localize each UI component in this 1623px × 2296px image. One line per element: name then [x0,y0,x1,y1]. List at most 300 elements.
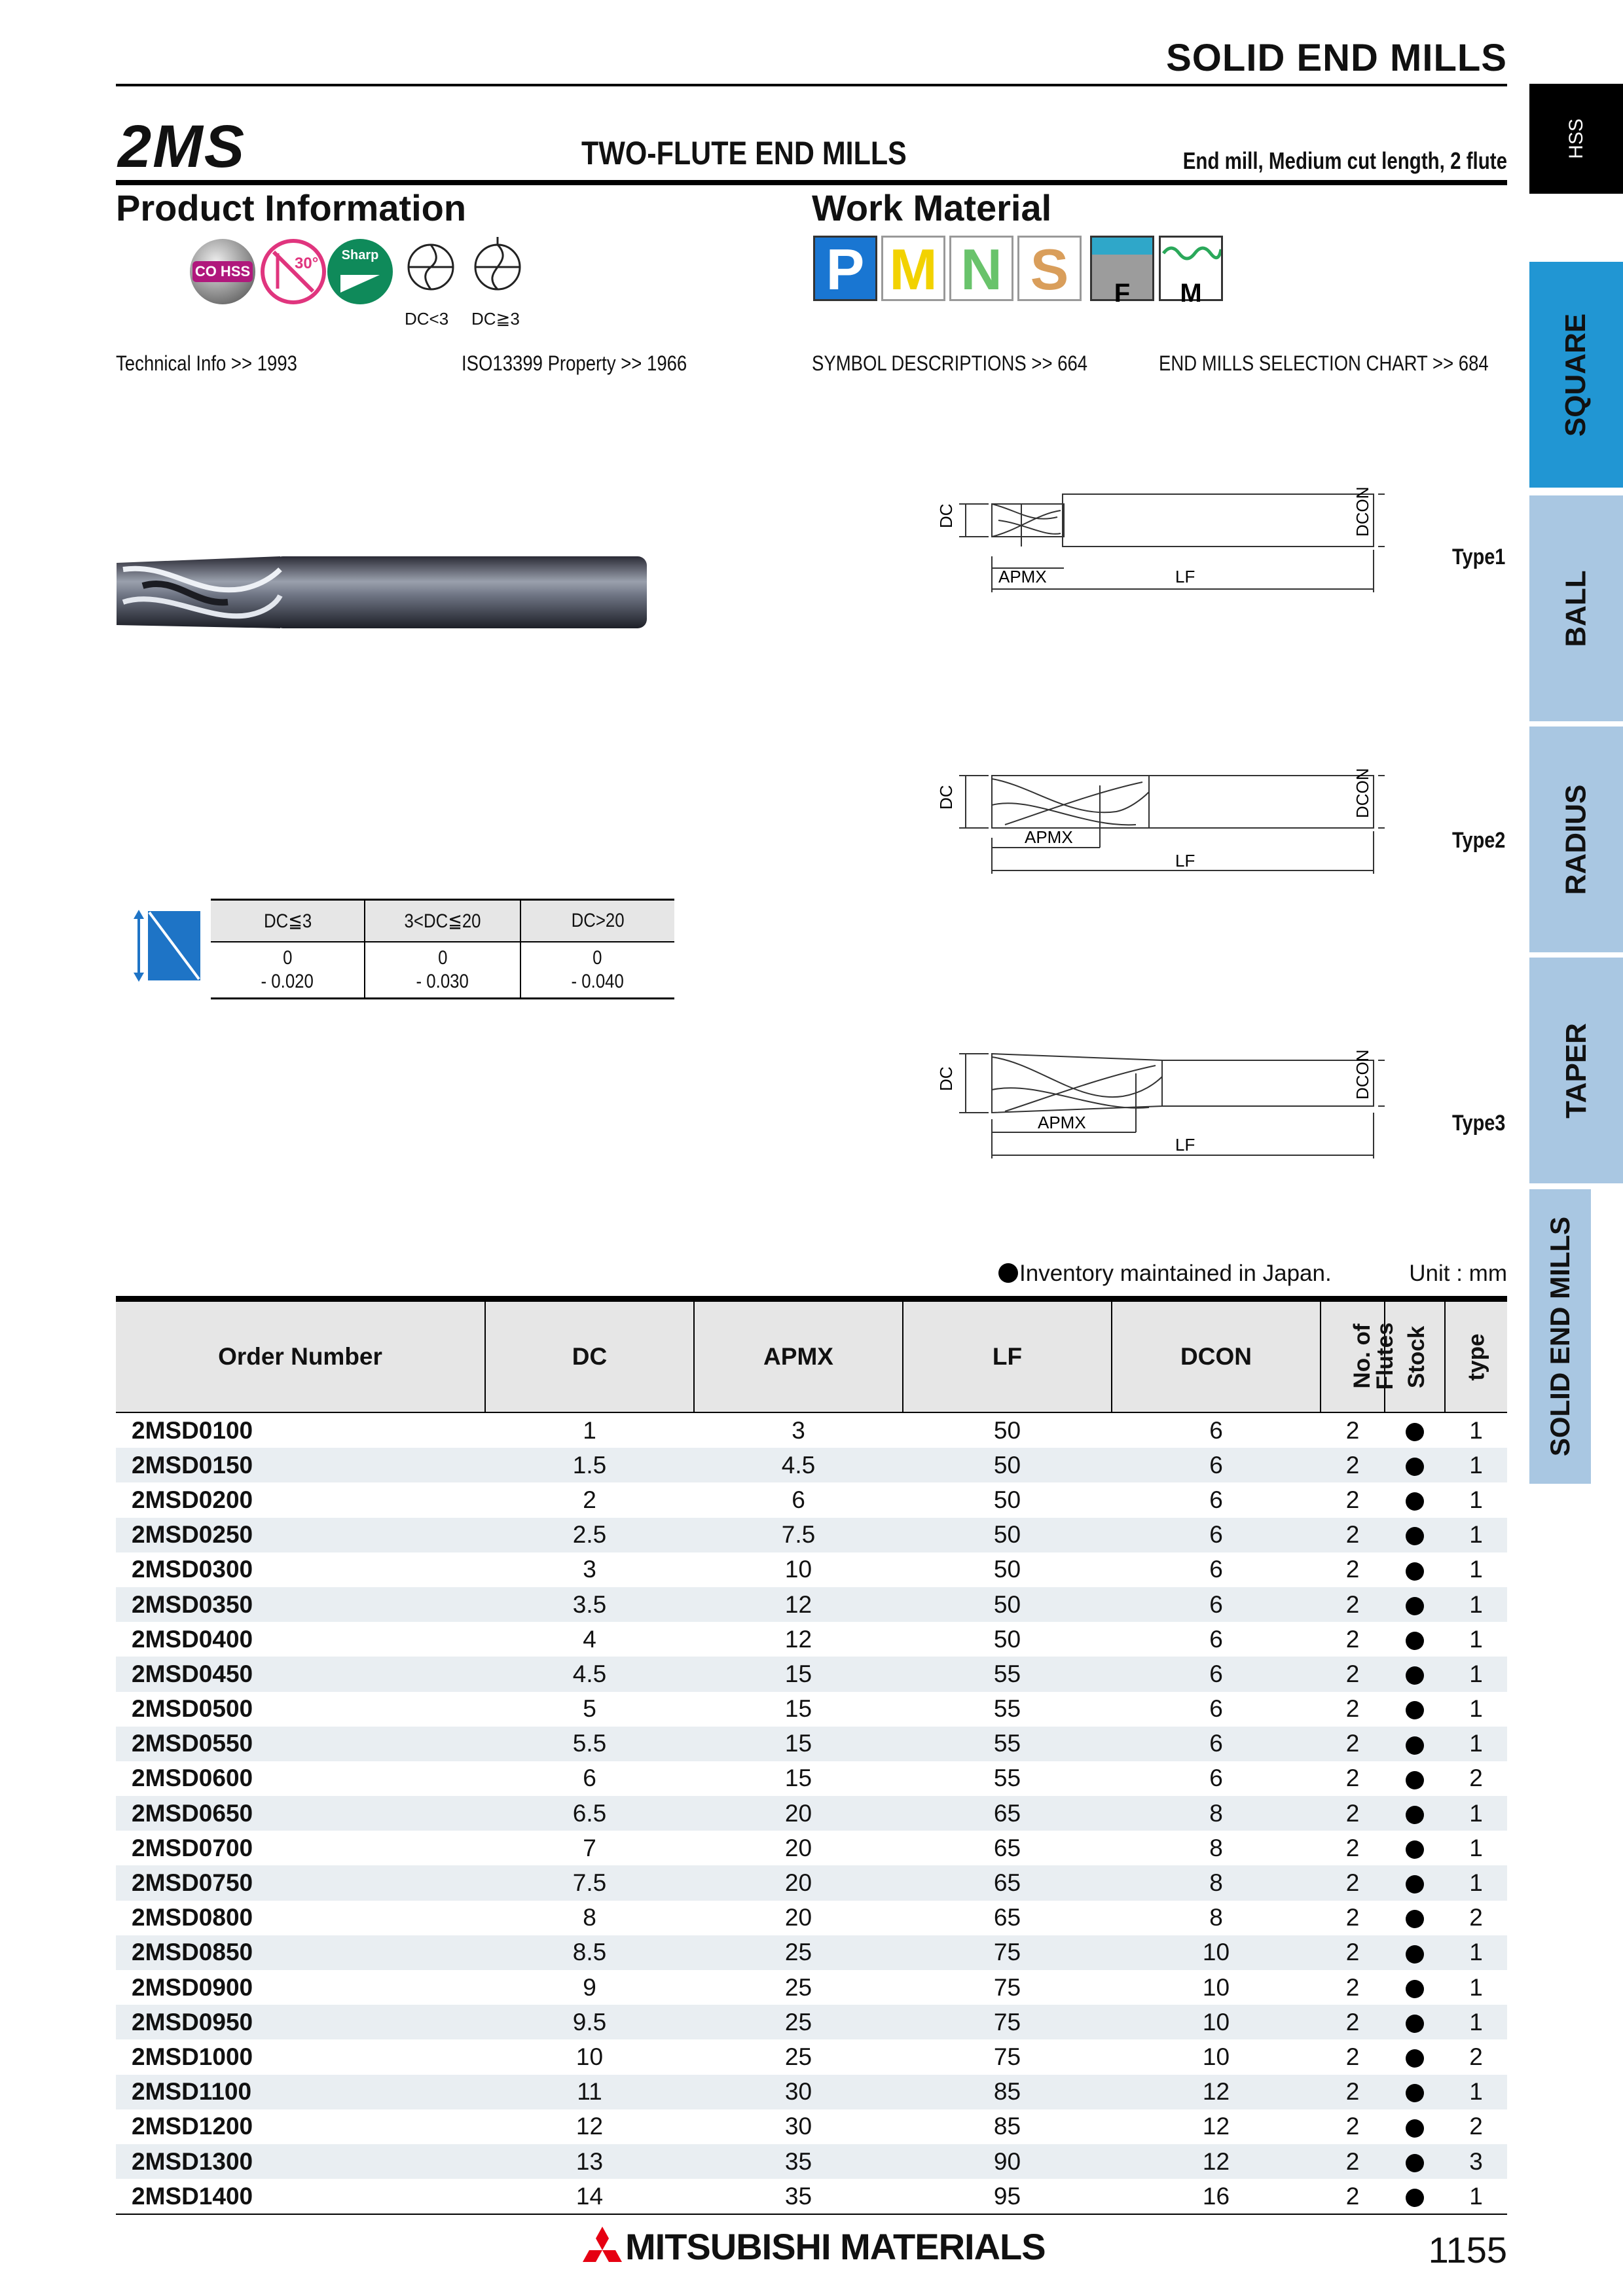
table-cell: 2MSD0800 [132,1904,253,1931]
header-rule-thick [116,180,1507,185]
table-cell: 95 [903,2179,1112,2214]
table-cell: 75 [903,2005,1112,2039]
col-order-number: Order Number [116,1299,485,1413]
table-cell: 6 [1112,1587,1321,1622]
table-cell: 2MSD1100 [116,2075,485,2109]
table-row [116,1727,1507,1761]
table-cell: 1 [1445,2179,1507,2214]
symbol-descriptions-link[interactable]: SYMBOL DESCRIPTIONS >> 664 [812,351,1088,375]
tol-header: DC>20 [520,900,674,942]
table-cell: 90 [903,2144,1112,2179]
type2-diagram [926,766,1385,884]
table-cell: 2MSD1300 [116,2144,485,2179]
table-cell: 2MSD1200 [132,2113,253,2140]
category-subtitle: End mill, Medium cut length, 2 flute [1182,147,1507,174]
table-cell: 55 [993,1695,1021,1723]
table-cell: 5.5 [485,1727,694,1761]
tab-solid-end-mills[interactable] [1529,1189,1591,1484]
coolant-strip [1092,238,1152,255]
stock-cell [1385,1796,1445,1831]
table-cell: 85 [993,2113,1021,2140]
table-cell: 50 [993,1486,1021,1513]
stock-cell [1385,2109,1445,2144]
table-cell: 50 [903,1587,1112,1622]
stock-dot-icon [1406,1736,1424,1755]
table-cell: 10 [1112,2005,1321,2039]
type3-diagram [926,1047,1385,1165]
table-cell: 6 [1209,1765,1223,1792]
table-row [116,1622,1507,1657]
table-cell: 2 [1345,1695,1360,1723]
table-cell: 6 [1112,1727,1321,1761]
table-row [116,1552,1507,1587]
table-cell: 50 [903,1448,1112,1482]
material-n-tile: N [949,236,1013,301]
table-cell: 2 [1345,1556,1360,1583]
type2-apmx-label: APMX [1025,827,1073,847]
table-cell: 2 [1321,1796,1385,1831]
header-rule [116,84,1507,86]
table-cell: 75 [903,1935,1112,1970]
tol-value: 0 - 0.040 [520,942,674,999]
stock-dot-icon [1406,2084,1424,2102]
table-cell: 2MSD0100 [132,1416,253,1444]
table-cell: 1 [1469,1625,1483,1653]
table-cell: 85 [903,2075,1112,2109]
tab-square-label: SQUARE [1559,313,1592,437]
stock-dot-icon [1406,1910,1424,1928]
category-title: TWO-FLUTE END MILLS [581,135,907,171]
stock-cell [1385,1761,1445,1796]
type1-label: Type1 [1452,545,1506,569]
table-cell: 6 [1112,1518,1321,1552]
table-cell: 50 [903,1518,1112,1552]
table-cell: 10 [1202,1973,1230,2001]
table-cell: 3 [583,1556,596,1583]
table-cell: 25 [694,2005,903,2039]
type1-dc-label: DC [936,503,956,528]
stock-cell [1385,1412,1445,1448]
table-cell: 1 [583,1416,596,1444]
table-cell: 6 [1209,1556,1223,1583]
table-cell: 8.5 [485,1935,694,1970]
material-s-tile: S [1017,236,1082,301]
table-cell: 10 [784,1556,812,1583]
table-cell: 2 [1321,2144,1385,2179]
table-cell: 20 [694,1865,903,1900]
table-cell: 2 [1469,1904,1483,1931]
table-cell: 12 [575,2113,604,2140]
tab-notch [1591,1302,1623,1484]
table-row [116,2039,1507,2074]
stock-dot-icon [1406,1875,1424,1893]
table-cell: 8 [1112,1865,1321,1900]
flute-center-cut-icon [405,236,457,295]
table-cell: 2 [1321,1865,1385,1900]
table-row [116,1935,1507,1970]
stock-cell [1385,2005,1445,2039]
table-cell: 1 [1445,2005,1507,2039]
stock-cell [1385,2075,1445,2109]
table-row [116,2179,1507,2214]
table-cell: 2 [1345,1416,1360,1444]
table-cell: 1 [1469,1834,1483,1861]
stock-cell [1385,1727,1445,1761]
table-cell: 6 [1209,1486,1223,1513]
stock-dot-icon [1406,2049,1424,2068]
table-row [116,2144,1507,2179]
tol-header: DC≦3 [211,900,365,942]
table-cell: 1 [1469,1695,1483,1723]
table-cell: 2MSD0650 [116,1796,485,1831]
work-material-heading: Work Material [812,187,1052,228]
table-cell: 55 [903,1727,1112,1761]
sharp-wedge-icon [327,239,393,304]
table-cell: 2 [1345,2043,1360,2070]
table-cell: 2 [1345,1834,1360,1861]
col-dc: DC [485,1299,694,1413]
type3-dcon-label: DCON [1353,1049,1372,1100]
stock-dot-icon [1406,2154,1424,2172]
tol-value: 0 - 0.030 [365,942,520,999]
table-row [116,1692,1507,1727]
table-cell: 30 [694,2075,903,2109]
end-mill-photo-icon [117,550,660,635]
stock-dot-icon [1406,1527,1424,1545]
iso-property-link[interactable]: ISO13399 Property >> 1966 [462,351,687,375]
table-cell: 11 [485,2075,694,2109]
table-cell: 75 [993,2043,1021,2070]
table-cell: 2 [1469,2043,1483,2070]
table-cell: 2MSD0950 [116,2005,485,2039]
table-cell: 50 [993,1625,1021,1653]
table-cell: 6 [1209,1416,1223,1444]
type1-lf-label: LF [1175,567,1195,586]
table-cell: 65 [903,1796,1112,1831]
material-m-tile: M [881,236,945,301]
stock-cell [1385,1901,1445,1935]
table-cell: 3 [792,1416,805,1444]
table-cell: 4 [583,1625,596,1653]
table-cell: 4.5 [694,1448,903,1482]
stock-dot-icon [1406,1458,1424,1476]
stock-cell [1385,1865,1445,1900]
table-cell: 2.5 [485,1518,694,1552]
table-row [116,1587,1507,1622]
table-cell: 8 [1209,1834,1223,1861]
type1-diagram [926,484,1385,602]
table-cell: 2MSD0900 [132,1973,253,2001]
table-cell: 2 [1345,1486,1360,1513]
col-flutes-label: No. of Flutes [1349,1321,1398,1390]
table-cell: 1 [1445,1448,1507,1482]
table-cell: 8 [583,1904,596,1931]
table-cell: 2 [583,1486,596,1513]
stock-dot-icon [1406,1840,1424,1859]
material-p-tile: P [813,236,877,301]
table-row [116,1482,1507,1517]
table-cell: 2MSD0250 [116,1518,485,1552]
col-type [1445,1299,1507,1413]
table-cell: 7.5 [694,1518,903,1552]
table-cell: 35 [694,2179,903,2214]
type3-lf-label: LF [1175,1135,1195,1155]
table-row [116,1901,1507,1935]
stock-dot-icon [1406,1806,1424,1824]
stock-cell [1385,2144,1445,2179]
table-cell: 1.5 [485,1448,694,1482]
product-info-heading: Product Information [116,187,467,228]
material-mm-label: M [1180,279,1202,308]
table-cell: 2MSD0400 [132,1625,253,1653]
table-cell: 2MSD0550 [116,1727,485,1761]
stock-dot-icon [1406,1562,1424,1581]
stock-dot-icon [1406,1492,1424,1511]
table-row [116,1448,1507,1482]
table-row [116,1518,1507,1552]
stock-cell [1385,1831,1445,1865]
table-cell: 2 [1469,2113,1483,2140]
stock-cell [1385,1482,1445,1517]
table-cell: 2 [1321,1587,1385,1622]
col-type-label: type [1463,1333,1489,1381]
tab-hss-label: HSS [1565,118,1587,159]
table-cell: 55 [903,1657,1112,1691]
table-cell: 2MSD0850 [116,1935,485,1970]
table-cell: 7.5 [485,1865,694,1900]
table-cell: 14 [485,2179,694,2214]
stock-dot-icon [1406,1597,1424,1615]
type3-dc-label: DC [936,1066,956,1091]
table-cell: 6 [792,1486,805,1513]
stock-dot-icon [1406,1666,1424,1685]
table-cell: 25 [784,1973,812,2001]
col-apmx: APMX [694,1299,903,1413]
cohss-label: CO HSS [192,261,253,282]
flute-label-small: DC<3 [405,309,449,329]
tab-solid-end-mills-label: SOLID END MILLS [1544,1216,1575,1457]
table-cell: 50 [993,1556,1021,1583]
table-cell: 2 [1321,1727,1385,1761]
table-cell: 8 [1112,1796,1321,1831]
selection-chart-link[interactable]: END MILLS SELECTION CHART >> 684 [1159,351,1489,375]
technical-info-link[interactable]: Technical Info >> 1993 [116,351,297,375]
col-lf: LF [903,1299,1112,1413]
tab-hss[interactable] [1529,84,1623,194]
stock-dot-icon [1406,1945,1424,1964]
stock-dot-icon [1406,2119,1424,2138]
stock-dot-icon [1406,1980,1424,1998]
table-row [116,1865,1507,1900]
table-cell: 10 [1112,1935,1321,1970]
tab-taper[interactable] [1529,958,1623,1183]
table-cell: 9 [583,1973,596,2001]
table-cell: 2 [1321,1518,1385,1552]
diameter-tolerance-icon [134,910,202,982]
table-cell: 1 [1445,1727,1507,1761]
material-f-tile [1090,236,1154,308]
table-cell: 1 [1445,1865,1507,1900]
wave-icon [1161,240,1221,266]
table-cell: 2 [1345,1904,1360,1931]
stock-cell [1385,1935,1445,1970]
inventory-note-text: Inventory maintained in Japan. [1019,1261,1332,1286]
table-cell: 10 [575,2043,604,2070]
table-cell: 35 [694,2144,903,2179]
type1-apmx-label: APMX [998,567,1047,586]
table-cell: 6 [1112,1448,1321,1482]
table-cell: 1 [1469,1416,1483,1444]
table-cell: 2MSD0150 [116,1448,485,1482]
table-cell: 2MSD0750 [116,1865,485,1900]
cohss-badge-icon [190,239,255,304]
table-cell: 2 [1345,1765,1360,1792]
tab-taper-label: TAPER [1559,1022,1592,1119]
product-table [116,1296,1507,2215]
type2-lf-label: LF [1175,851,1195,870]
table-cell: 7 [583,1834,596,1861]
tab-square[interactable] [1529,262,1623,488]
table-cell: 30 [784,2113,812,2140]
table-cell: 1 [1445,2075,1507,2109]
type3-apmx-label: APMX [1038,1113,1086,1132]
table-cell: 12 [1202,2113,1230,2140]
table-cell: 2MSD1400 [116,2179,485,2214]
stock-dot-icon [1406,1632,1424,1650]
table-cell: 25 [694,1935,903,1970]
table-cell: 6 [1209,1695,1223,1723]
table-cell: 5 [583,1695,596,1723]
table-cell: 6 [1112,1657,1321,1691]
material-f-label: F [1114,279,1131,308]
table-cell: 15 [784,1695,812,1723]
tol-value: 0 - 0.020 [211,942,365,999]
helix-angle-label: 30° [295,255,319,272]
mitsubishi-logo-icon [579,2225,625,2271]
flute-end-cut-icon [471,236,524,295]
table-cell: 2MSD0450 [116,1657,485,1691]
table-cell: 1 [1445,1935,1507,1970]
stock-cell [1385,1622,1445,1657]
stock-cell [1385,1552,1445,1587]
table-cell: 2MSD0300 [132,1556,253,1583]
table-row [116,1831,1507,1865]
col-stock-label: Stock [1404,1325,1430,1389]
table-cell: 16 [1112,2179,1321,2214]
table-cell: 1 [1469,1556,1483,1583]
table-cell: 2MSD0200 [132,1486,253,1513]
type2-label: Type2 [1452,828,1506,853]
table-cell: 65 [993,1904,1021,1931]
table-row [116,1412,1507,1448]
table-cell: 2 [1469,1765,1483,1792]
table-cell: 2MSD1000 [132,2043,253,2070]
table-cell: 12 [1112,2075,1321,2109]
table-row [116,2005,1507,2039]
table-cell: 12 [694,1587,903,1622]
sharp-label: Sharp [341,248,379,262]
table-cell: 10 [1202,2043,1230,2070]
table-cell: 6 [583,1765,596,1792]
table-row [116,2075,1507,2109]
stock-dot-icon [1406,2189,1424,2207]
table-cell: 9.5 [485,2005,694,2039]
table-cell: 20 [784,1904,812,1931]
table-cell: 20 [694,1796,903,1831]
col-dcon: DCON [1112,1299,1321,1413]
section-title: SOLID END MILLS [1166,37,1507,79]
table-cell: 3 [1445,2144,1507,2179]
material-mm-tile [1159,236,1223,308]
stock-cell [1385,1448,1445,1482]
stock-dot-icon [1406,1701,1424,1719]
page-number: 1155 [1428,2229,1507,2270]
table-cell: 50 [993,1416,1021,1444]
type1-dcon-label: DCON [1353,486,1372,537]
tolerance-table [211,899,674,999]
helix-angle-icon [261,239,326,304]
table-cell: 6.5 [485,1796,694,1831]
table-cell: 6 [1209,1625,1223,1653]
stock-cell [1385,1587,1445,1622]
table-cell: 2MSD0600 [132,1765,253,1792]
sharp-edge-icon [327,239,393,304]
table-cell: 12 [1112,2144,1321,2179]
table-cell: 8 [1209,1904,1223,1931]
stock-cell [1385,1518,1445,1552]
table-cell: 15 [694,1727,903,1761]
table-cell: 2 [1321,2075,1385,2109]
table-cell: 2 [1345,1973,1360,2001]
stock-cell [1385,1970,1445,2005]
table-row [116,1761,1507,1796]
table-cell: 1 [1445,1518,1507,1552]
table-cell: 2 [1321,2005,1385,2039]
stock-dot-icon [1406,2015,1424,2033]
table-cell: 1 [1445,1587,1507,1622]
type3-label: Type3 [1452,1111,1506,1136]
table-cell: 1 [1469,1486,1483,1513]
table-cell: 2MSD0700 [132,1834,253,1861]
table-cell: 65 [903,1865,1112,1900]
stock-dot-icon [998,1263,1018,1283]
table-cell: 4.5 [485,1657,694,1691]
flute-label-large: DC≧3 [471,309,520,329]
table-cell: 55 [993,1765,1021,1792]
table-row [116,2109,1507,2144]
table-cell: 20 [784,1834,812,1861]
table-cell: 15 [694,1657,903,1691]
table-cell: 2MSD0350 [116,1587,485,1622]
table-cell: 1 [1445,1796,1507,1831]
table-cell: 1 [1445,1657,1507,1691]
tab-ball-label: BALL [1559,569,1592,647]
table-cell: 1 [1469,1973,1483,2001]
table-cell: 2 [1345,1625,1360,1653]
table-cell: 2 [1345,2113,1360,2140]
table-cell: 2MSD0500 [132,1695,253,1723]
stock-dot-icon [1406,1771,1424,1789]
tab-ball[interactable] [1529,495,1623,721]
stock-dot-icon [1406,1423,1424,1441]
table-row [116,1796,1507,1831]
unit-note: Unit : mm [1409,1261,1507,1286]
tab-radius-label: RADIUS [1559,784,1592,895]
table-cell: 2 [1321,1657,1385,1691]
stock-cell [1385,1657,1445,1691]
tab-radius[interactable] [1529,726,1623,952]
table-cell: 13 [485,2144,694,2179]
